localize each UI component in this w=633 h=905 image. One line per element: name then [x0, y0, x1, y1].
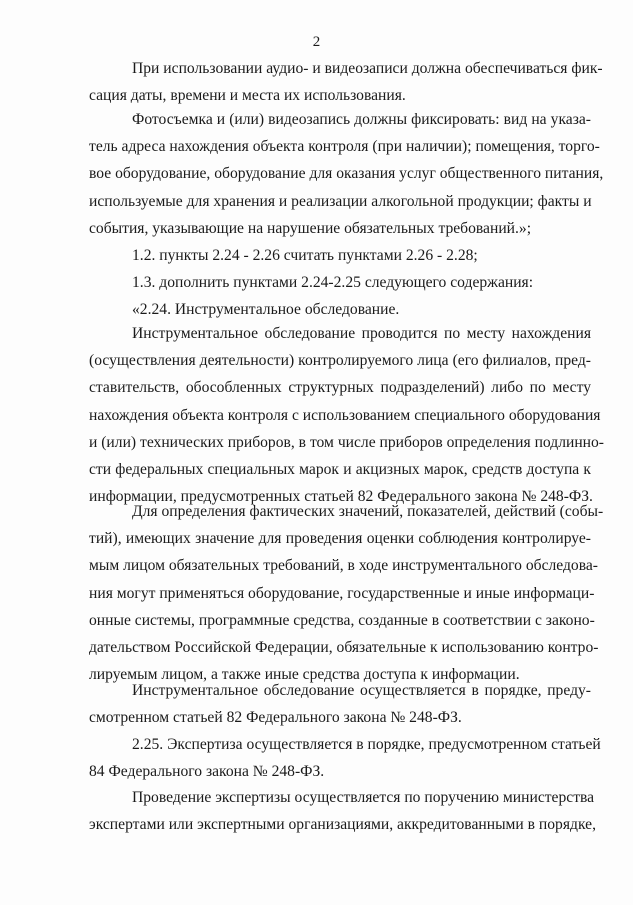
text-line: смотренном статьей 82 Федерального закона № 248-ФЗ. — [89, 709, 462, 727]
text-line: 1.2. пункты 2.24 - 2.26 считать пунктами 2.26 - 2.28; — [132, 246, 478, 264]
text-line: 1.3. дополнить пунктами 2.24-2.25 следующего содержания: — [132, 274, 534, 292]
text-line: информации, предусмотренных статьей 82 Федерального закона № 248-ФЗ. — [89, 488, 593, 506]
text-line: «2.24. Инструментальное обследование. — [132, 301, 400, 319]
text-line: Инструментальное обследование осуществляется в порядке, преду- — [132, 682, 591, 699]
text-line: дательством Российской Федерации, обязательные к использованию контро- — [89, 638, 599, 656]
text-line: Инструментальное обследование проводится по месту нахождения — [132, 325, 591, 342]
text-block-7 — [89, 784, 596, 838]
text-line: мым лицом обязательных требований, в ходе инструментального обследова- — [89, 557, 599, 575]
text-line: и (или) технических приборов, в том числе приборов определения подлинно- — [89, 433, 605, 451]
page-number: 2 — [312, 34, 321, 50]
text-line: события, указывающие на нарушение обязательных требований.»; — [89, 219, 532, 237]
text-line: При использовании аудио- и видеозаписи должна обеспечиваться фик- — [132, 60, 603, 77]
text-line: используемые для хранения и реализации алкогольной продукции; факты и — [89, 192, 592, 210]
text-block-5 — [89, 677, 591, 731]
text-line: Проведение экспертизы осуществляется по поручению министерства — [132, 789, 595, 806]
text-line: Для определения фактических значений, показателей, действий (собы- — [132, 503, 604, 520]
text-line: лируемым лицом, а также иные средства доступа к информации. — [89, 666, 520, 684]
text-line: ставительств, обособленных структурных подразделений) либо по месту — [89, 379, 591, 397]
text-line: нахождения объекта контроля с использованием специального оборудования — [89, 406, 601, 424]
text-line: тий), имеющих значение для проведения оценки соблюдения контролируе- — [89, 530, 591, 548]
text-line: тель адреса нахождения объекта контроля (при наличии); помещения, торго- — [89, 138, 600, 156]
text-line: вое оборудование, оборудование для оказания услуг общественного питания, — [89, 165, 604, 183]
text-line: онные системы, программные средства, созданные в соответствии с законо- — [89, 611, 595, 629]
text-block-6 — [89, 731, 601, 785]
text-line: (осуществления деятельности) контролируемого лица (его филиалов, пред- — [89, 352, 591, 370]
text-block-3 — [89, 320, 605, 510]
text-block-4 — [89, 498, 604, 688]
text-line: сти федеральных специальных марок и акцизных марок, средств доступа к — [89, 460, 591, 478]
text-block-1 — [89, 55, 603, 109]
text-line: 2.25. Экспертиза осуществляется в порядке, предусмотренном статьей — [132, 736, 601, 753]
text-line: 84 Федерального закона № 248-ФЗ. — [89, 763, 325, 781]
text-line: экспертами или экспертными организациями, аккредитованными в порядке, — [89, 816, 596, 834]
text-line: сация даты, времени и места их использования. — [89, 87, 406, 105]
text-block-2 — [89, 106, 604, 324]
text-line: Фотосъемка и (или) видеозапись должны фиксировать: вид на указа- — [132, 111, 591, 128]
text-line: ния могут применяться оборудование, государственные и иные информаци- — [89, 584, 595, 602]
